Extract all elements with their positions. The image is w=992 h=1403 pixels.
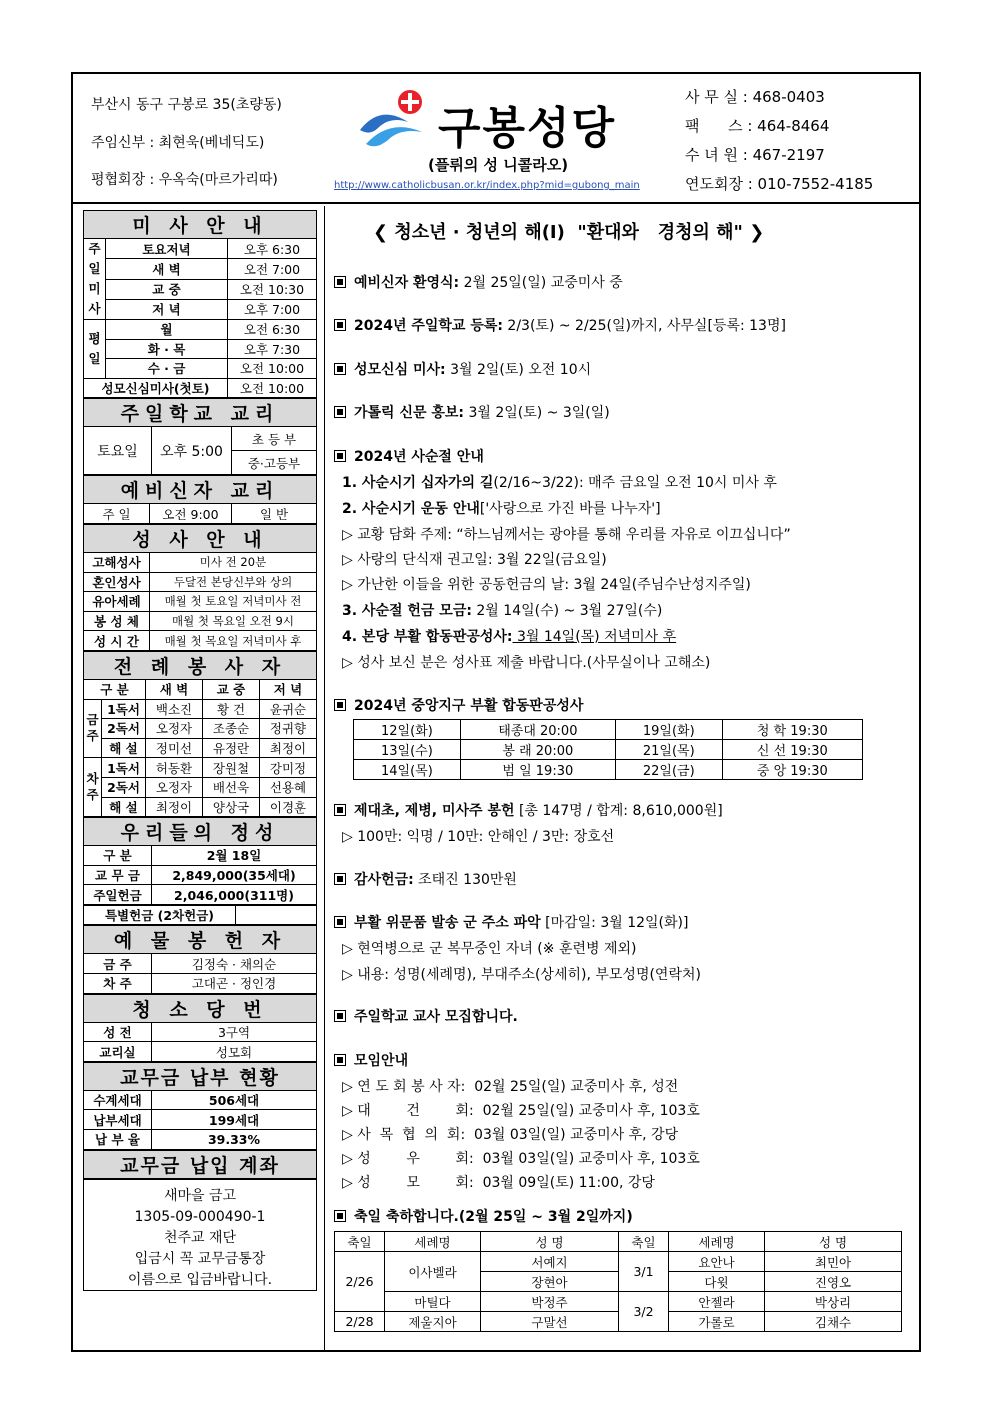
lent-item-1: 1. 사순시기 십자가의 길(2/16~3/22): 매주 금요일 오전 10시 미사 후: [342, 475, 777, 491]
bullet-icon: [334, 804, 346, 816]
military-detail-2: ▷ 내용: 성명(세례명), 부대주소(상세히), 부모성명(연락처): [342, 967, 701, 983]
mass-time: 오전 10:00: [228, 378, 317, 398]
lent-item-2a: ▷ 교황 담화 주제: “하느님께서는 광야를 통해 우리를 자유로 이끄십니다”: [342, 527, 791, 543]
sacrament-name: 유아세례: [84, 592, 150, 612]
feast-person: 구말선: [481, 1312, 619, 1332]
servers-head: 새 벽: [146, 679, 203, 699]
server-name: 정귀향: [260, 719, 317, 739]
feast-head: 축일: [335, 1232, 385, 1252]
dues-value: 506세대: [152, 1090, 317, 1110]
lent-item-2: 2. 사순시기 운동 안내['사랑으로 가진 바를 나누자']: [342, 501, 661, 517]
server-name: 백소진: [146, 699, 203, 719]
bullet-icon: [334, 319, 346, 331]
bullet-icon: [334, 873, 346, 885]
feast-person: 박상리: [765, 1292, 902, 1312]
offering-value: [236, 905, 317, 925]
confession-date: 22일(금): [615, 760, 722, 780]
feast-saint: 요안나: [669, 1252, 765, 1272]
bullet-icon: [334, 1054, 346, 1066]
mass-name: 저 녁: [106, 299, 228, 319]
servers-head: 교 중: [203, 679, 260, 699]
meeting-item: ▷ 사 목 협 의 회: 03월 03일(일) 교중미사 후, 강당: [342, 1127, 679, 1143]
account-title: 교무금 납입 계좌: [84, 1150, 317, 1178]
this-week-label: 금주: [84, 699, 102, 758]
lent-item-4: 4. 본당 부활 합동판공성사: 3월 14일(목) 저녁미사 후: [342, 629, 677, 645]
mass-time: 오전 10:30: [228, 279, 317, 299]
server-role: 1독서: [102, 699, 146, 719]
mass-title: 미 사 안 내: [84, 211, 317, 239]
mass-name: 월: [106, 320, 228, 340]
mass-name: 교 중: [106, 279, 228, 299]
servers-head: 구 분: [84, 679, 146, 699]
council-president: 평협회장 : 우옥숙(마르가리따): [91, 172, 278, 188]
donor-names: 고대곤 · 정인경: [152, 974, 317, 994]
sunday-school-table: [83, 398, 317, 475]
contact-office: 사 무 실 : 468-0403: [685, 88, 825, 106]
meeting-item: ▷ 성 모 회: 03월 09일(토) 11:00, 강당: [342, 1175, 655, 1191]
confession-date: 19일(화): [615, 720, 722, 740]
dues-title: 교무금 납부 현황: [84, 1062, 317, 1090]
feast-person: 김채수: [765, 1312, 902, 1332]
mass-name: 성모신심미사(첫토): [84, 378, 228, 398]
sacrament-info: 매월 첫 토요일 저녁미사 전: [150, 592, 317, 612]
catechumen-group: 일 반: [232, 504, 317, 524]
feast-saint: 가롤로: [669, 1312, 765, 1332]
sacraments-title: 성 사 안 내: [84, 524, 317, 552]
server-name: 오정자: [146, 719, 203, 739]
address: 부산시 동구 구봉로 35(초량동): [91, 97, 282, 113]
server-role: 해 설: [102, 797, 146, 817]
bullet-icon: [334, 276, 346, 288]
account-line: 천주교 재단: [163, 1229, 237, 1246]
offering-label: 주일헌금: [84, 885, 152, 905]
header: [73, 74, 919, 204]
meeting-item: ▷ 대 건 회: 02월 25일(일) 교중미사 후, 103호: [342, 1103, 700, 1119]
notice-meetings: 모임안내: [334, 1050, 408, 1070]
feast-head: 세례명: [669, 1232, 765, 1252]
notice-teachers: 주일학교 교사 모집합니다.: [334, 1006, 518, 1026]
mass-name: 수 · 금: [106, 359, 228, 379]
sacrament-info: 두달전 본당신부와 상의: [150, 572, 317, 592]
account-line: 입금시 꼭 교무금통장: [134, 1250, 266, 1267]
mass-time: 오후 7:30: [228, 339, 317, 359]
offering-table: [83, 817, 317, 905]
mass-time: 오전 10:00: [228, 359, 317, 379]
server-name: 배선욱: [203, 777, 260, 797]
server-name: 유정란: [203, 738, 260, 758]
dues-label: 납부세대: [84, 1110, 152, 1130]
server-name: 선용혜: [260, 777, 317, 797]
patron-saint: (플뤼의 성 니콜라오): [428, 156, 569, 174]
feast-person: 진영오: [765, 1272, 902, 1292]
cleaning-title: 청 소 당 번: [84, 994, 317, 1022]
feast-saint: 제울지아: [385, 1312, 481, 1332]
feast-table: [334, 1231, 902, 1332]
dues-value: 39.33%: [152, 1130, 317, 1150]
notice-confession: 2024년 중앙지구 부활 합동판공성사: [334, 695, 583, 715]
cleaning-duty: 3구역: [152, 1022, 317, 1042]
left-column: [83, 210, 321, 1291]
notice-fund: 제대초, 제병, 미사주 봉헌 [총 147명 / 합계: 8,610,000원]: [334, 800, 723, 820]
offering-value: 2,046,000(311명): [152, 885, 317, 905]
church-emblem-icon: [356, 88, 440, 158]
sacrament-name: 고해성사: [84, 552, 150, 572]
server-name: 양상국: [203, 797, 260, 817]
sacrament-info: 미사 전 20분: [150, 552, 317, 572]
bullet-icon: [334, 1010, 346, 1022]
catechumen-time: 오전 9:00: [150, 504, 232, 524]
notice-welcome: 예비신자 환영식: 2월 25일(일) 교중미사 중: [334, 272, 623, 292]
server-name: 조종순: [203, 719, 260, 739]
bulletin-frame: [71, 72, 921, 1352]
sunday-school-title: 주일학교 교리: [84, 399, 317, 427]
donor-week: 차 주: [84, 974, 152, 994]
lent-item-4a: ▷ 성사 보신 분은 성사표 제출 바랍니다.(사무실이나 고해소): [342, 655, 711, 671]
server-name: 이경훈: [260, 797, 317, 817]
donors-title: 예 물 봉 헌 자: [84, 926, 317, 954]
server-role: 2독서: [102, 719, 146, 739]
feast-person: 장현아: [481, 1272, 619, 1292]
feast-head: 축일: [619, 1232, 669, 1252]
column-divider: [324, 206, 325, 1350]
account-info: [83, 1179, 317, 1291]
confession-parish: 신 선 19:30: [722, 740, 862, 760]
contact-convent: 수 녀 원 : 467-2197: [685, 146, 825, 164]
server-name: 정미선: [146, 738, 203, 758]
server-name: 윤귀순: [260, 699, 317, 719]
account-line: 이름으로 입금바랍니다.: [127, 1271, 273, 1288]
mass-name: 화 · 목: [106, 339, 228, 359]
cleaning-duty: 성모회: [152, 1042, 317, 1062]
mass-time: 오후 6:30: [228, 239, 317, 259]
school-group: 초 등 부: [232, 427, 317, 451]
account-line: 1305-09-000490-1: [134, 1208, 266, 1225]
notice-lent: 2024년 사순절 안내: [334, 446, 484, 466]
sunday-mass-label: 주일미사: [84, 239, 106, 320]
catechumen-title: 예비신자 교리: [84, 476, 317, 504]
school-day: 토요일: [84, 427, 152, 475]
servers-head: 저 녁: [260, 679, 317, 699]
confession-parish: 중 앙 19:30: [722, 760, 862, 780]
confession-date: 14일(목): [354, 760, 461, 780]
notice-mary-mass: 성모신심 미사: 3월 2일(토) 오전 10시: [334, 359, 591, 379]
feast-head: 성 명: [765, 1232, 902, 1252]
offering-title: 우리들의 정성: [84, 818, 317, 846]
sacrament-info: 매월 첫 목요일 오전 9시: [150, 611, 317, 631]
confession-parish: 태종대 20:00: [460, 720, 615, 740]
dues-value: 199세대: [152, 1110, 317, 1130]
website-link[interactable]: http://www.catholicbusan.or.kr/index.php?mid=gubong_main: [334, 180, 640, 191]
server-role: 1독서: [102, 758, 146, 778]
offering-label: 교 무 금: [84, 865, 152, 885]
dues-label: 납 부 율: [84, 1130, 152, 1150]
offering-label: 특별헌금 (2차헌금): [84, 905, 236, 925]
lent-item-2b: ▷ 사랑의 단식재 권고일: 3월 22일(금요일): [342, 552, 607, 568]
account-title-table: [83, 1150, 317, 1179]
pastor: 주임신부 : 최현욱(베네딕도): [91, 135, 265, 151]
lent-item-3: 3. 사순절 헌금 모금: 2월 14일(수) ~ 3월 27일(수): [342, 603, 663, 619]
cleaning-table: [83, 994, 317, 1062]
mass-schedule-table: [83, 210, 317, 398]
donors-table: [83, 925, 317, 993]
offering-value: 2월 18일: [152, 846, 317, 866]
donor-week: 금 주: [84, 954, 152, 974]
confession-parish: 범 일 19:30: [460, 760, 615, 780]
notice-newspaper: 가톨릭 신문 홍보: 3월 2일(토) ~ 3일(일): [334, 402, 610, 422]
catechumen-day: 주 일: [84, 504, 150, 524]
notice-school-registration: 2024년 주일학교 등록: 2/3(토) ~ 2/25(일)까지, 사무실[등록: 13명]: [334, 315, 786, 335]
lent-item-2c: ▷ 가난한 이들을 위한 공동헌금의 날: 3월 24일(주님수난성지주일): [342, 577, 751, 593]
sacrament-name: 봉 성 체: [84, 611, 150, 631]
confession-parish: 청 학 19:30: [722, 720, 862, 740]
feast-head: 세례명: [385, 1232, 481, 1252]
server-name: 최정이: [260, 738, 317, 758]
sacrament-name: 혼인성사: [84, 572, 150, 592]
mass-time: 오후 7:00: [228, 299, 317, 319]
dues-table: [83, 1062, 317, 1150]
confession-table: [353, 719, 863, 780]
feast-person: 박정주: [481, 1292, 619, 1312]
feast-date: 3/2: [619, 1292, 669, 1332]
church-logo: [334, 88, 678, 196]
feast-date: 2/28: [335, 1312, 385, 1332]
church-name: 구봉성당: [438, 103, 617, 154]
cleaning-place: 교리실: [84, 1042, 152, 1062]
meeting-item: ▷ 성 우 회: 03월 03일(일) 교중미사 후, 103호: [342, 1151, 700, 1167]
bullet-icon: [334, 1210, 346, 1222]
next-week-label: 차주: [84, 758, 102, 817]
account-line: 새마을 금고: [163, 1187, 237, 1204]
server-name: 황 건: [203, 699, 260, 719]
feast-date: 2/26: [335, 1252, 385, 1312]
notice-feast: 축일 축하합니다.(2월 25일 ~ 3월 2일까지): [334, 1206, 633, 1226]
sacrament-info: 매월 첫 목요일 저녁미사 후: [150, 631, 317, 651]
notice-military: 부활 위문품 발송 군 주소 파악 [마감일: 3월 12일(화)]: [334, 912, 688, 932]
military-detail-1: ▷ 현역병으로 군 복무중인 자녀 (※ 훈련병 제외): [342, 941, 637, 957]
offering-label: 구 분: [84, 846, 152, 866]
catechumen-table: [83, 475, 317, 524]
server-name: 강미정: [260, 758, 317, 778]
notice-thanks: 감사헌금: 조태진 130만원: [334, 869, 517, 889]
donor-names: 김정숙 · 채의순: [152, 954, 317, 974]
server-role: 해 설: [102, 738, 146, 758]
feast-head: 성 명: [481, 1232, 619, 1252]
server-name: 오정자: [146, 777, 203, 797]
special-offering-table: [83, 905, 317, 926]
mass-name: 토요저녁: [106, 239, 228, 259]
dues-label: 수계세대: [84, 1090, 152, 1110]
sacrament-name: 성 시 간: [84, 631, 150, 651]
mass-time: 오전 7:00: [228, 259, 317, 279]
sacraments-table: [83, 524, 317, 651]
feast-person: 서예지: [481, 1252, 619, 1272]
feast-saint: 이사벨라: [385, 1252, 481, 1292]
feast-saint: 마틸다: [385, 1292, 481, 1312]
bullet-icon: [334, 450, 346, 462]
server-name: 장원철: [203, 758, 260, 778]
feast-saint: 안젤라: [669, 1292, 765, 1312]
servers-title: 전 례 봉 사 자: [84, 651, 317, 679]
feast-saint: 다윗: [669, 1272, 765, 1292]
feast-date: 3/1: [619, 1252, 669, 1292]
offering-value: 2,849,000(35세대): [152, 865, 317, 885]
confession-date: 21일(목): [615, 740, 722, 760]
mass-name: 새 벽: [106, 259, 228, 279]
bullet-icon: [334, 699, 346, 711]
contact-yeondo: 연도회장 : 010-7552-4185: [685, 175, 874, 193]
confession-date: 12일(화): [354, 720, 461, 740]
meeting-item: ▷ 연 도 회 봉 사 자: 02월 25일(일) 교중미사 후, 성전: [342, 1079, 679, 1095]
school-time: 오후 5:00: [152, 427, 232, 475]
server-name: 최정이: [146, 797, 203, 817]
school-group: 중·고등부: [232, 451, 317, 475]
cleaning-place: 성 전: [84, 1022, 152, 1042]
confession-date: 13일(수): [354, 740, 461, 760]
bullet-icon: [334, 363, 346, 375]
liturgy-servers-table: [83, 651, 317, 817]
year-theme-title: ❮ 청소년 · 청년의 해(I) "환대와 경청의 해" ❯: [373, 222, 765, 243]
feast-person: 최민아: [765, 1252, 902, 1272]
mass-time: 오전 6:30: [228, 320, 317, 340]
bullet-icon: [334, 406, 346, 418]
server-name: 허동환: [146, 758, 203, 778]
server-role: 2독서: [102, 777, 146, 797]
contact-fax: 팩 스 : 464-8464: [685, 117, 830, 135]
weekday-mass-label: 평일: [84, 320, 106, 379]
confession-parish: 봉 래 20:00: [460, 740, 615, 760]
bullet-icon: [334, 916, 346, 928]
fund-detail: ▷ 100만: 익명 / 10만: 안해인 / 3만: 장호선: [342, 829, 615, 845]
